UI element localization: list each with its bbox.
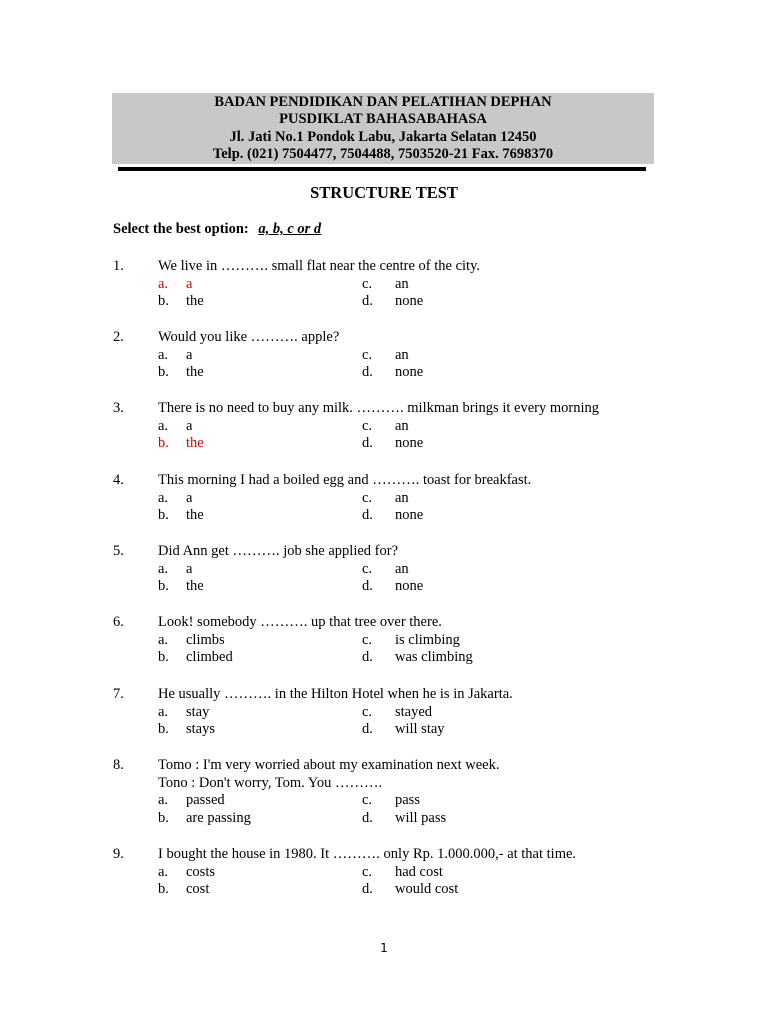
option-letter: c.	[362, 631, 373, 648]
option-letter: a.	[158, 489, 169, 506]
option-text: the	[186, 293, 204, 309]
option-text: is climbing	[395, 631, 460, 648]
option-letter: b.	[158, 435, 169, 451]
option-letter: a.	[158, 346, 169, 363]
option-text: passed	[186, 792, 225, 808]
answer-option[interactable]	[362, 293, 423, 310]
option-text: costs	[186, 863, 215, 880]
answer-option[interactable]	[362, 561, 409, 578]
answer-option[interactable]	[362, 435, 423, 452]
letterhead-line-4: Telp. (021) 7504477, 7504488, 7503520-21 Fax. 7698370	[212, 146, 554, 162]
option-letter: a.	[158, 863, 169, 880]
option-letter: c.	[362, 489, 373, 506]
answer-option[interactable]	[158, 704, 209, 721]
option-letter: d.	[362, 881, 373, 897]
option-text: are passing	[186, 809, 251, 826]
answer-option[interactable]	[158, 881, 209, 898]
question-number: 8.	[113, 757, 124, 773]
answer-option[interactable]	[158, 561, 192, 578]
answer-option[interactable]	[158, 632, 225, 649]
answer-option[interactable]	[362, 418, 409, 435]
question-number: 7.	[113, 686, 124, 702]
option-letter: a.	[158, 631, 169, 648]
option-text: an	[395, 275, 409, 292]
option-letter: d.	[362, 507, 373, 523]
question-stem: Tomo : I'm very worried about my examination next week.	[158, 757, 500, 773]
option-text: cost	[186, 881, 210, 897]
option-letter: c.	[362, 346, 373, 363]
option-text: climbs	[186, 631, 225, 648]
answer-option[interactable]	[362, 578, 423, 595]
answer-option[interactable]	[158, 364, 204, 381]
answer-option[interactable]	[158, 347, 192, 364]
question-number: 9.	[113, 846, 124, 862]
answer-option[interactable]	[362, 649, 473, 666]
answer-option[interactable]	[158, 490, 192, 507]
question-stem: Look! somebody ………. up that tree over there.	[158, 614, 442, 630]
header-divider	[118, 167, 646, 171]
option-text: would cost	[395, 881, 459, 897]
option-text: stay	[186, 703, 210, 720]
instruction-options: a, b, c or d	[258, 221, 322, 237]
option-text: a	[186, 417, 193, 434]
option-letter: d.	[362, 809, 373, 826]
answer-option[interactable]	[362, 364, 423, 381]
option-letter: d.	[362, 721, 373, 737]
option-text: none	[395, 578, 424, 594]
answer-option[interactable]	[158, 276, 192, 293]
instruction-text: Select the best option:	[113, 221, 249, 237]
question-number: 2.	[113, 329, 124, 345]
letterhead	[112, 93, 654, 164]
option-letter: d.	[362, 578, 373, 594]
answer-option[interactable]	[158, 792, 225, 809]
option-text: a	[186, 346, 193, 363]
option-text: the	[186, 364, 204, 380]
option-text: an	[395, 346, 409, 363]
option-letter: c.	[362, 275, 373, 292]
answer-option[interactable]	[362, 721, 445, 738]
option-text: stays	[186, 721, 215, 737]
page-title: STRUCTURE TEST	[310, 183, 458, 202]
question-number: 4.	[113, 472, 124, 488]
question-stem: He usually ………. in the Hilton Hotel when he is in Jakarta.	[158, 686, 513, 702]
answer-option[interactable]	[362, 864, 443, 881]
option-letter: c.	[362, 560, 373, 577]
option-letter: c.	[362, 703, 373, 720]
option-text: stayed	[395, 703, 433, 720]
option-letter: a.	[158, 703, 169, 720]
question-stem: We live in ………. small flat near the centre of the city.	[158, 258, 481, 274]
question-stem: Would you like ………. apple?	[158, 329, 340, 345]
option-letter: b.	[158, 507, 169, 523]
option-letter: a.	[158, 417, 169, 434]
question-number: 3.	[113, 400, 124, 416]
option-text: a	[186, 275, 193, 292]
question-number: 1.	[113, 258, 124, 274]
answer-option[interactable]	[362, 810, 446, 827]
letterhead-line-1: BADAN PENDIDIKAN DAN PELATIHAN DEPHAN	[214, 93, 552, 110]
option-letter: a.	[158, 275, 169, 292]
answer-option[interactable]	[158, 721, 215, 738]
instruction	[113, 221, 321, 238]
option-letter: d.	[362, 364, 373, 380]
answer-option[interactable]	[362, 276, 409, 293]
answer-option[interactable]	[158, 418, 192, 435]
answer-option[interactable]	[362, 632, 460, 649]
option-letter: b.	[158, 364, 169, 380]
answer-option[interactable]	[362, 792, 420, 809]
answer-option[interactable]	[158, 649, 233, 666]
answer-option[interactable]	[158, 578, 204, 595]
answer-option[interactable]	[362, 507, 423, 524]
option-letter: c.	[362, 863, 373, 880]
option-text: the	[186, 578, 204, 594]
answer-option[interactable]	[158, 810, 251, 827]
option-text: none	[395, 293, 424, 309]
answer-option[interactable]	[158, 507, 204, 524]
option-letter: c.	[362, 792, 373, 808]
option-letter: c.	[362, 417, 373, 434]
option-text: will pass	[395, 809, 447, 826]
option-letter: b.	[158, 649, 169, 665]
option-letter: b.	[158, 721, 169, 737]
option-letter: b.	[158, 293, 169, 309]
option-text: an	[395, 560, 409, 577]
question-number: 5.	[113, 543, 124, 559]
option-text: a	[186, 560, 193, 577]
option-text: an	[395, 489, 409, 506]
answer-option[interactable]	[362, 881, 458, 898]
option-letter: a.	[158, 792, 169, 808]
letterhead-line-3: Jl. Jati No.1 Pondok Labu, Jakarta Selatan 12450	[229, 128, 537, 145]
option-text: the	[186, 507, 204, 523]
option-letter: d.	[362, 435, 373, 451]
option-text: a	[186, 489, 193, 506]
letterhead-line-2: PUSDIKLAT BAHASABAHASA	[279, 111, 487, 127]
option-text: none	[395, 507, 424, 523]
option-letter: b.	[158, 809, 169, 826]
option-text: climbed	[186, 649, 233, 665]
option-text: will stay	[395, 721, 445, 737]
answer-option[interactable]	[158, 864, 215, 881]
option-letter: d.	[362, 649, 373, 665]
question-stem: There is no need to buy any milk. ………. milkman brings it every morning	[158, 400, 599, 416]
question-stem: Tono : Don't worry, Tom. You ……….	[158, 774, 383, 791]
option-text: had cost	[395, 863, 443, 880]
option-letter: d.	[362, 293, 373, 309]
option-letter: a.	[158, 560, 169, 577]
question-stem: This morning I had a boiled egg and ………. toast for breakfast.	[158, 472, 532, 488]
option-letter: b.	[158, 578, 169, 594]
option-text: an	[395, 417, 409, 434]
question-stem: I bought the house in 1980. It ………. only Rp. 1.000.000,- at that time.	[158, 846, 577, 862]
question-stem: Did Ann get ………. job she applied for?	[158, 543, 399, 559]
option-text: pass	[395, 792, 420, 808]
answer-option[interactable]	[362, 347, 409, 364]
answer-option[interactable]	[362, 704, 432, 721]
option-letter: b.	[158, 881, 169, 897]
option-text: was climbing	[395, 649, 473, 665]
question-number: 6.	[113, 614, 124, 630]
answer-option[interactable]	[362, 490, 409, 507]
option-text: none	[395, 364, 424, 380]
answer-option[interactable]	[158, 293, 204, 310]
answer-option[interactable]	[158, 435, 204, 452]
option-text: the	[186, 435, 204, 451]
page-number: 1	[380, 941, 388, 955]
option-text: none	[395, 435, 424, 451]
